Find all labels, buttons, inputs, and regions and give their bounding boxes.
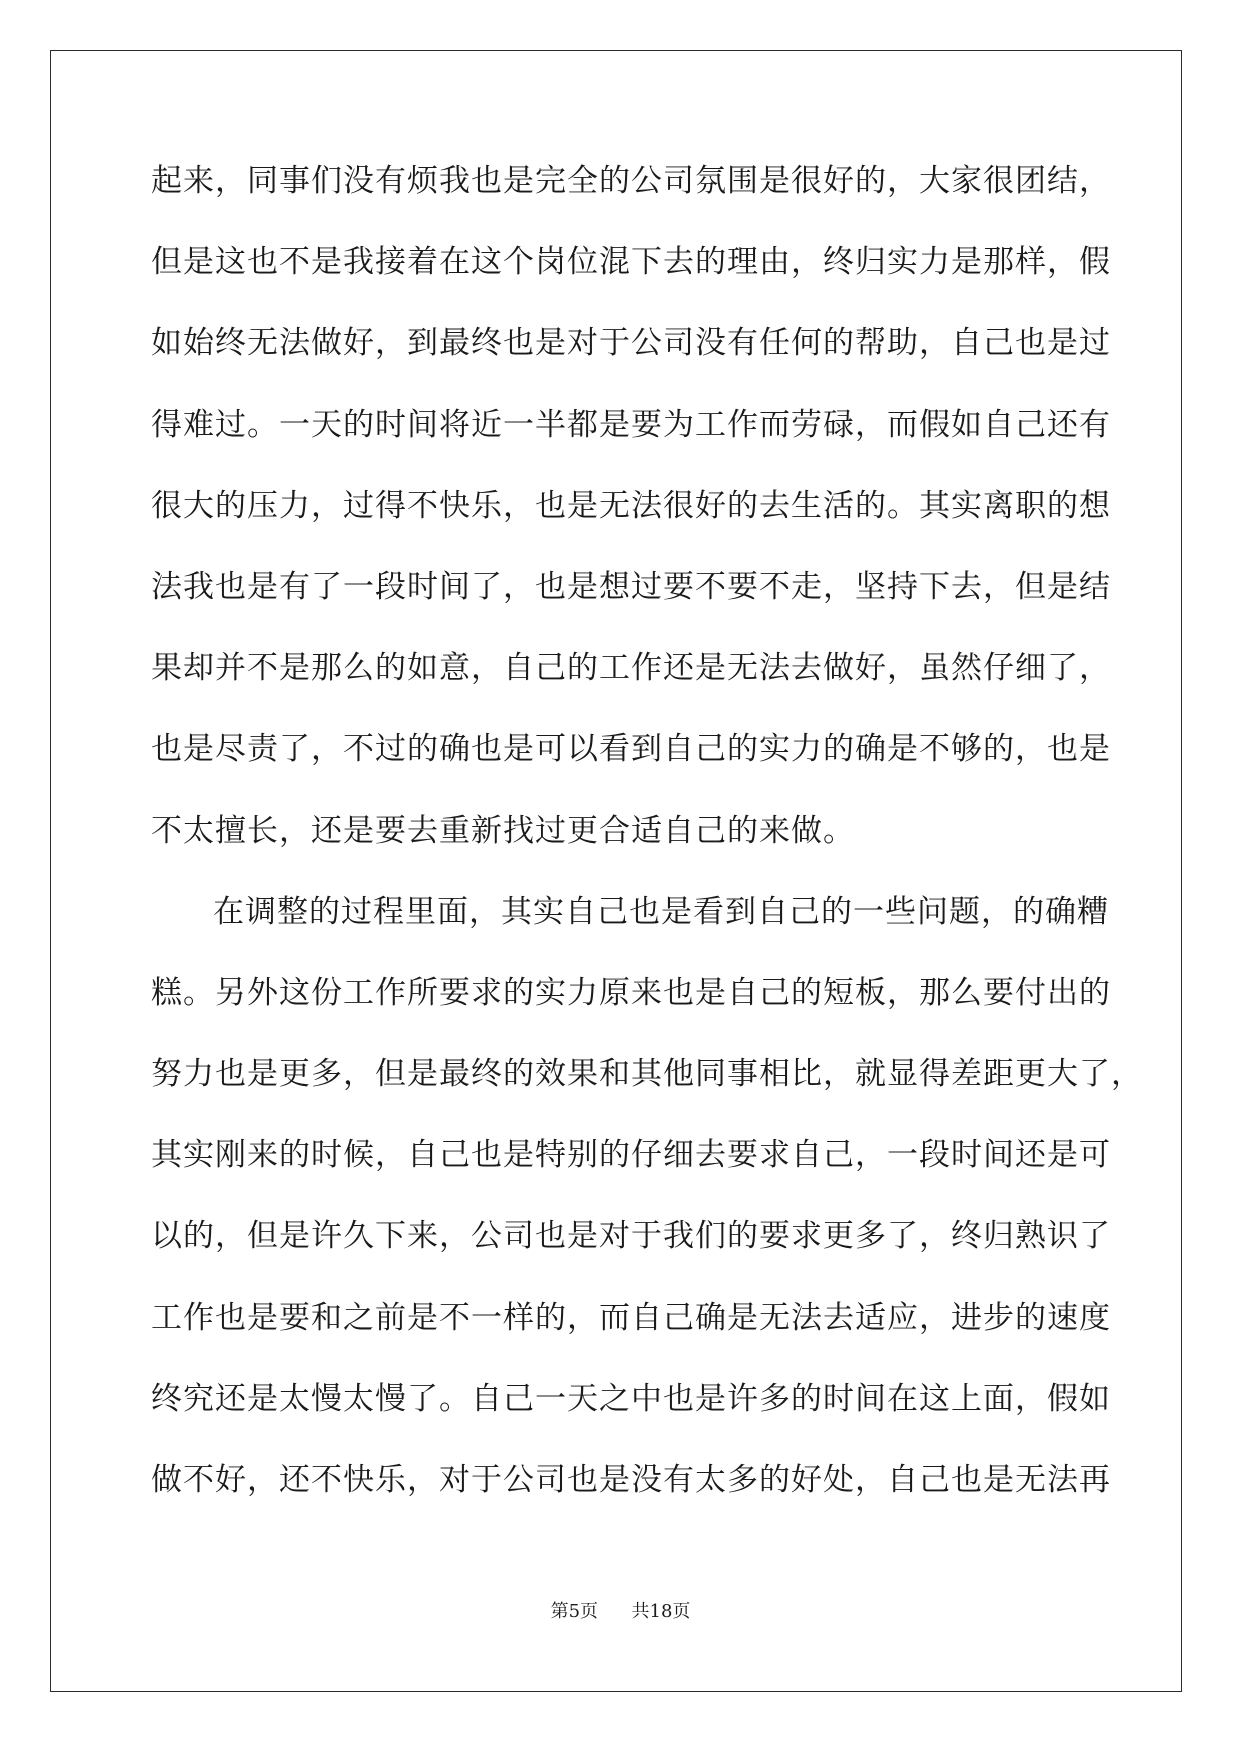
text-line: 不太擅长，还是要去重新找过更合适自己的来做。 [151,812,855,849]
text-line: 果却并不是那么的如意，自己的工作还是无法去做好，虽然仔细了， [151,650,1111,687]
text-line: 也是尽责了，不过的确也是可以看到自己的实力的确是不够的，也是 [151,731,1111,768]
text-line: 其实刚来的时候，自己也是特别的仔细去要求自己，一段时间还是可 [151,1137,1111,1174]
text-line: 得难过。一天的时间将近一半都是要为工作而劳碌，而假如自己还有 [151,406,1111,443]
page-footer [0,1597,1241,1623]
text-line: 努力也是更多，但是最终的效果和其他同事相比，就显得差距更大了， [151,1056,1143,1093]
text-line: 糕。另外这份工作所要求的实力原来也是自己的短板，那么要付出的 [151,974,1111,1011]
page-number: 第5页 [550,1601,599,1622]
paragraph-start-line: 在调整的过程里面，其实自己也是看到自己的一些问题，的确糟 [213,893,1109,930]
document-body [151,159,1143,1539]
text-line: 工作也是要和之前是不一样的，而自己确是无法去适应，进步的速度 [151,1299,1111,1336]
text-line: 但是这也不是我接着在这个岗位混下去的理由，终归实力是那样，假 [151,244,1111,281]
text-line: 以的，但是许久下来，公司也是对于我们的要求更多了，终归熟识了 [151,1218,1111,1255]
text-line: 做不好，还不快乐，对于公司也是没有太多的好处，自己也是无法再 [151,1462,1111,1498]
text-line: 法我也是有了一段时间了，也是想过要不要不走，坚持下去，但是结 [151,568,1111,605]
page-total: 共18页 [631,1601,691,1622]
text-line: 终究还是太慢太慢了。自己一天之中也是许多的时间在这上面，假如 [151,1380,1111,1417]
text-line: 起来，同事们没有烦我也是完全的公司氛围是很好的，大家很团结， [151,163,1111,199]
text-line: 很大的压力，过得不快乐，也是无法很好的去生活的。其实离职的想 [151,487,1111,524]
text-line: 如始终无法做好，到最终也是对于公司没有任何的帮助，自己也是过 [151,325,1111,362]
